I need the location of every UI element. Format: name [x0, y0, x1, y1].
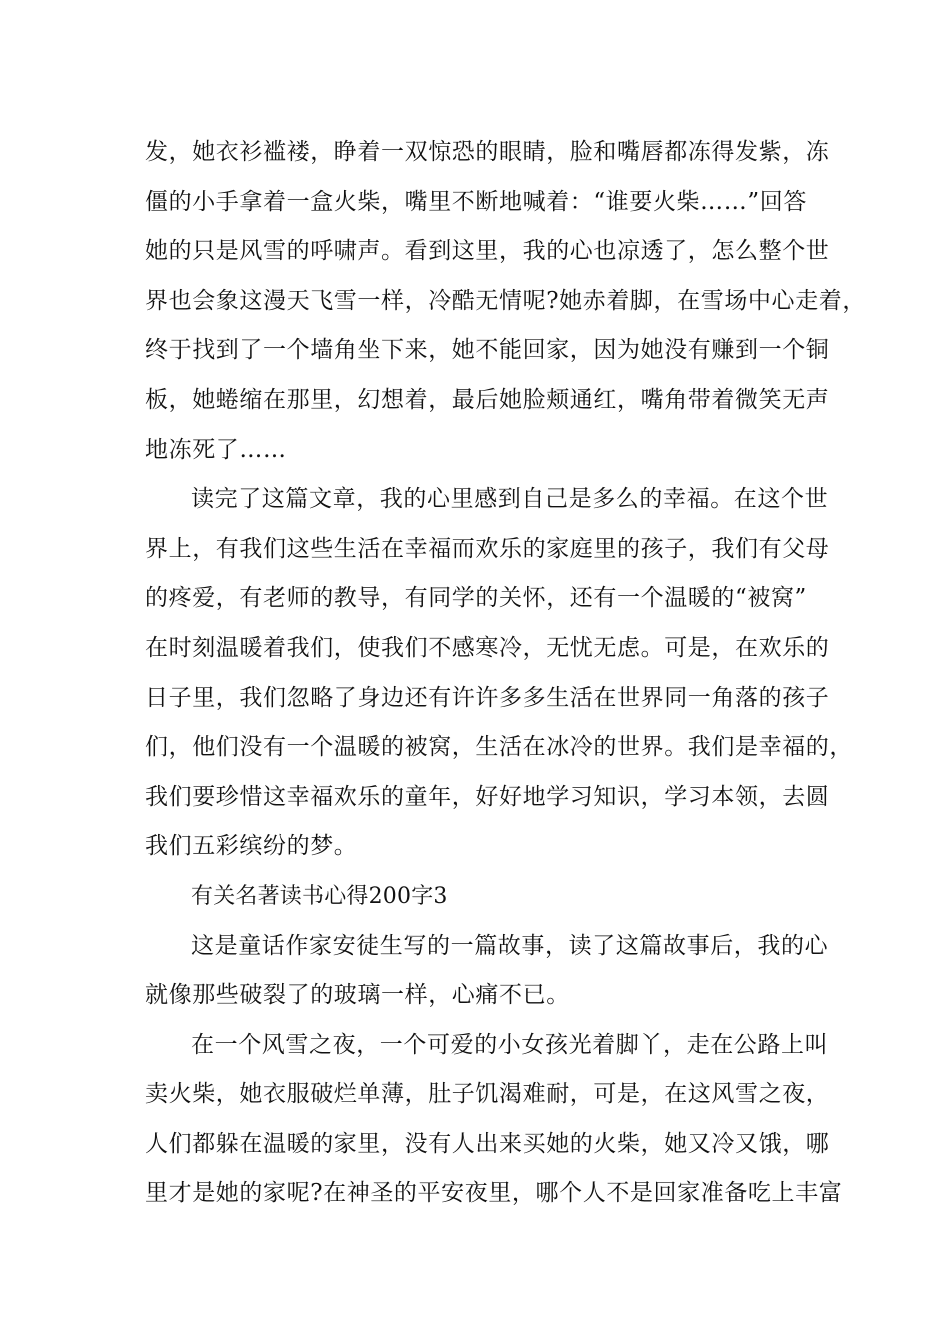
text-line: 我们五彩缤纷的梦。	[145, 833, 358, 860]
text-line: 我们要珍惜这幸福欢乐的童年，好好地学习知识，学习本领，去圆	[145, 783, 830, 810]
text-line: 卖火柴，她衣服破烂单薄，肚子饥渴难耐，可是，在这风雪之夜，	[145, 1081, 830, 1108]
text-line: 发，她衣衫褴褛，睁着一双惊恐的眼睛，脸和嘴唇都冻得发紫，冻	[145, 139, 830, 165]
text-line: 她的只是风雪的呼啸声。看到这里，我的心也凉透了，怎么整个世	[145, 238, 830, 265]
text-line: 人们都躲在温暖的家里，没有人出来买她的火柴，她又冷又饿，哪	[145, 1130, 830, 1157]
text-line: 界也会象这漫天飞雪一样，冷酷无情呢?她赤着脚，在雪场中心走着，	[145, 287, 866, 314]
text-line: 在时刻温暖着我们，使我们不感寒冷，无忧无虑。可是，在欢乐的	[145, 634, 830, 661]
paragraph-start-line: 读完了这篇文章，我的心里感到自己是多么的幸福。在这个世	[191, 486, 829, 513]
text-line: 界上，有我们这些生活在幸福而欢乐的家庭里的孩子，我们有父母	[145, 535, 830, 562]
text-line: 板，她蜷缩在那里，幻想着，最后她脸颊通红，嘴角带着微笑无声	[145, 386, 830, 413]
document-body	[145, 128, 866, 1219]
paragraph-start-line: 在一个风雪之夜，一个可爱的小女孩光着脚丫，走在公路上叫	[191, 1031, 829, 1058]
text-line: 们，他们没有一个温暖的被窝，生活在冰冷的世界。我们是幸福的，	[145, 734, 853, 761]
text-line: 的疼爱，有老师的教导，有同学的关怀，还有一个温暖的“被窝”	[145, 585, 807, 612]
text-line: 地冻死了……	[145, 436, 287, 463]
text-line: 终于找到了一个墙角坐下来，她不能回家，因为她没有赚到一个铜	[145, 337, 830, 364]
text-line: 就像那些破裂了的玻璃一样，心痛不已。	[145, 982, 570, 1009]
paragraph-start-line: 这是童话作家安徒生写的一篇故事，读了这篇故事后，我的心	[191, 932, 829, 959]
text-line: 里才是她的家呢?在神圣的平安夜里，哪个人不是回家准备吃上丰富	[145, 1180, 843, 1207]
text-line: 僵的小手拿着一盒火柴，嘴里不断地喊着：“谁要火柴……”回答	[145, 188, 807, 215]
text-line: 日子里，我们忽略了身边还有许许多多生活在世界同一角落的孩子	[145, 684, 830, 711]
section-heading: 有关名著读书心得200字3	[191, 883, 448, 909]
